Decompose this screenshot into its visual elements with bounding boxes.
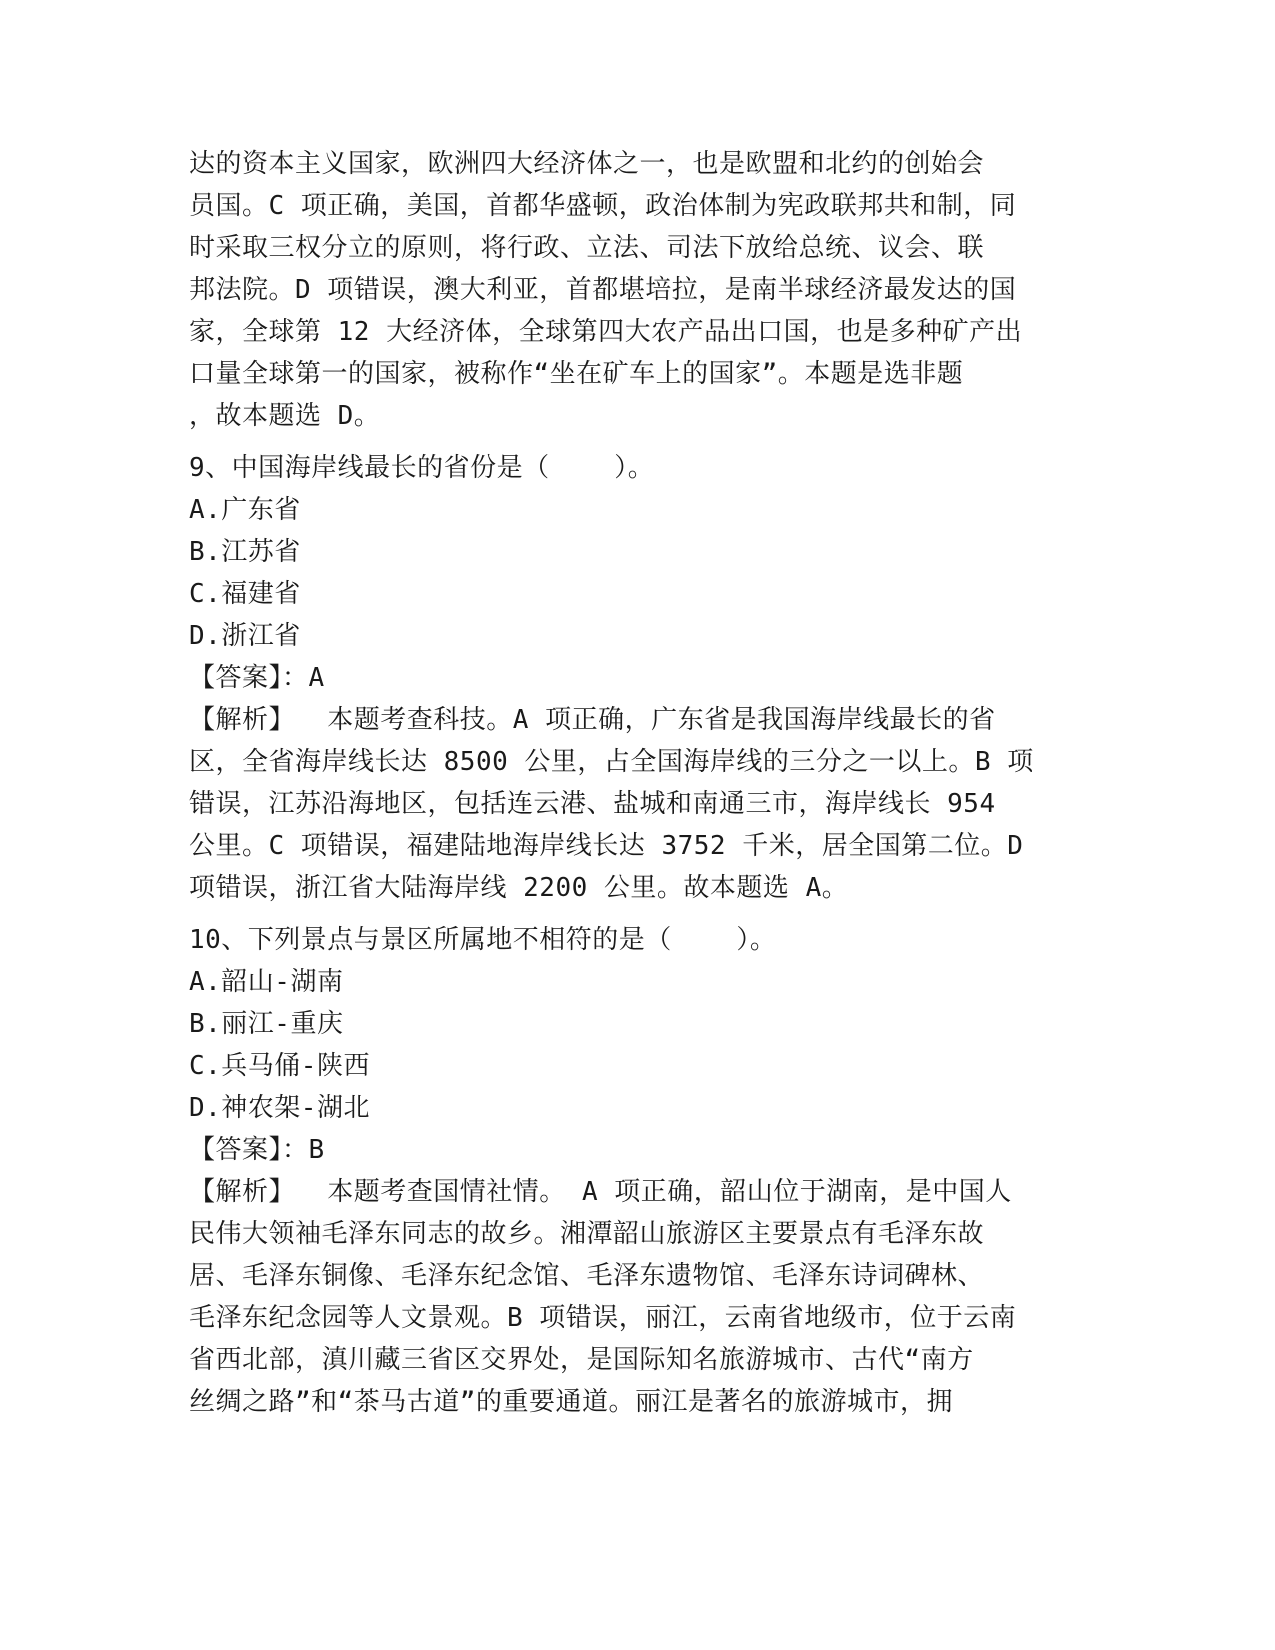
option-c: C.福建省 — [189, 579, 301, 609]
text-line: 家，全球第 12 大经济体，全球第四大农产品出口国，也是多种矿产出 — [189, 317, 1023, 347]
text-line: 邦法院。D 项错误，澳大利亚，首都堪培拉，是南半球经济最发达的国 — [189, 275, 1017, 305]
analysis-line: 【解析】 本题考查科技。A 项正确，广东省是我国海岸线最长的省 — [189, 705, 996, 735]
question-text: 9、中国海岸线最长的省份是（ ）。 — [189, 453, 655, 483]
question-text: 10、下列景点与景区所属地不相符的是（ ）。 — [189, 925, 777, 955]
answer-line: 【答案】：A — [189, 663, 325, 693]
text-line: ，故本题选 D。 — [189, 401, 381, 431]
analysis-line: 项错误，浙江省大陆海岸线 2200 公里。故本题选 A。 — [189, 873, 849, 903]
text-line: 时采取三权分立的原则，将行政、立法、司法下放给总统、议会、联 — [189, 233, 985, 263]
text-line: 员国。C 项正确，美国，首都华盛顿，政治体制为宪政联邦共和制，同 — [189, 191, 1017, 221]
analysis-line: 区，全省海岸线长达 8500 公里，占全国海岸线的三分之一以上。B 项 — [189, 747, 1034, 777]
option-d: D.神农架-湖北 — [189, 1093, 370, 1123]
option-a: A.广东省 — [189, 495, 301, 525]
option-b: B.丽江-重庆 — [189, 1009, 344, 1039]
text-line: 达的资本主义国家，欧洲四大经济体之一，也是欧盟和北约的创始会 — [189, 149, 985, 179]
analysis-line: 民伟大领袖毛泽东同志的故乡。湘潭韶山旅游区主要景点有毛泽东故 — [189, 1219, 985, 1249]
previous-analysis-continuation — [189, 143, 1089, 437]
option-d: D.浙江省 — [189, 621, 301, 651]
option-b: B.江苏省 — [189, 537, 301, 567]
question-10 — [189, 919, 1089, 1423]
text-line: 口量全球第一的国家，被称作“坐在矿车上的国家”。本题是选非题 — [189, 359, 964, 389]
analysis-line: 毛泽东纪念园等人文景观。B 项错误，丽江，云南省地级市，位于云南 — [189, 1303, 1017, 1333]
option-a: A.韶山-湖南 — [189, 967, 344, 997]
analysis-line: 错误，江苏沿海地区，包括连云港、盐城和南通三市，海岸线长 954 — [189, 789, 996, 819]
question-9 — [189, 447, 1089, 909]
document-page — [189, 143, 1089, 1423]
analysis-line: 居、毛泽东铜像、毛泽东纪念馆、毛泽东遗物馆、毛泽东诗词碑林、 — [189, 1261, 985, 1291]
analysis-line: 丝绸之路”和“茶马古道”的重要通道。丽江是著名的旅游城市，拥 — [189, 1387, 953, 1417]
analysis-line: 公里。C 项错误，福建陆地海岸线长达 3752 千米，居全国第二位。D — [189, 831, 1024, 861]
answer-line: 【答案】：B — [189, 1135, 325, 1165]
analysis-line: 【解析】 本题考查国情社情。 A 项正确，韶山位于湖南，是中国人 — [189, 1177, 1012, 1207]
analysis-line: 省西北部，滇川藏三省区交界处，是国际知名旅游城市、古代“南方 — [189, 1345, 974, 1375]
option-c: C.兵马俑-陕西 — [189, 1051, 370, 1081]
